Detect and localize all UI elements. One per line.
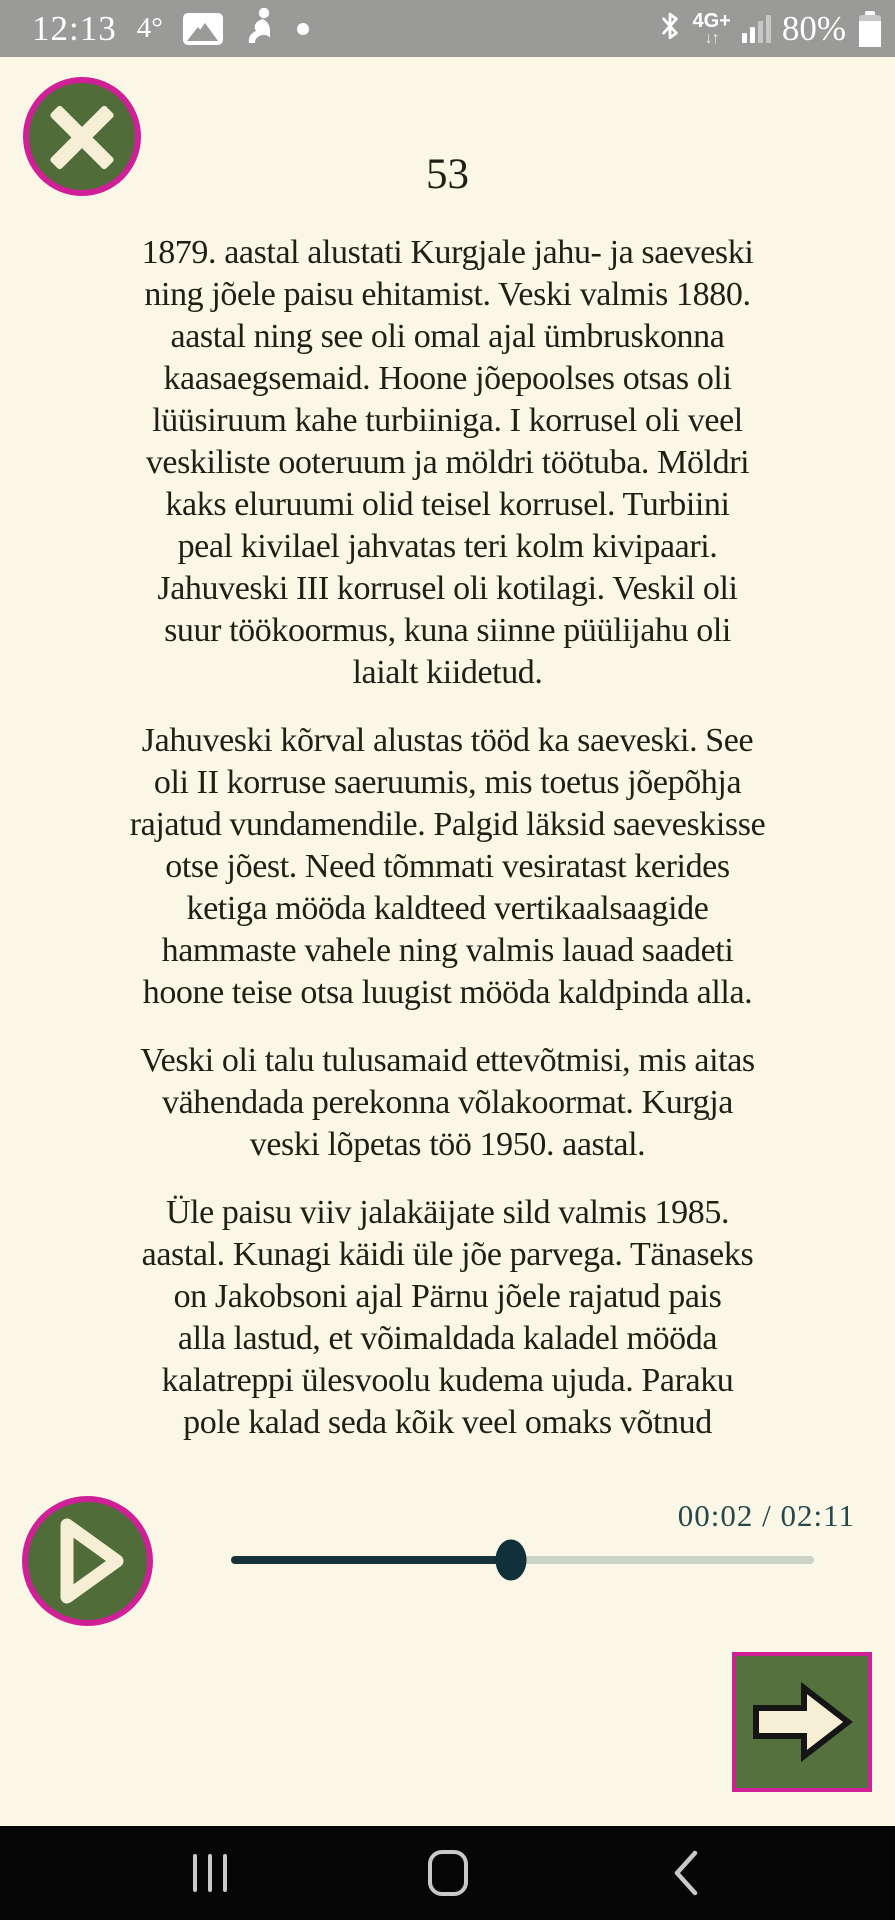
progress-played xyxy=(231,1556,511,1564)
progress-knob[interactable] xyxy=(495,1540,526,1581)
status-left xyxy=(0,7,309,50)
network-indicator xyxy=(692,11,730,47)
time-display: 00:02 / 02:11 xyxy=(677,1498,855,1533)
status-bar xyxy=(0,0,895,57)
network-arrows-icon: ↓↑ xyxy=(704,29,719,47)
next-arrow-icon xyxy=(750,1678,854,1766)
recents-icon xyxy=(193,1854,227,1892)
paragraph: Jahuveski kõrval alustas tööd ka saeveski. See oli II korruse saeruumis, mis toetus jõepõhja rajatud vundamendile. Palgid läksid saeveskisse otse jõest. Need tõmmati vesiratast kerides ketiga mööda kaldteed vertikaalsaagide hammaste vahele ning valmis lauad saadeti hoone teise otsa luugist mööda kaldpinda alla. xyxy=(129,722,766,1011)
next-button[interactable] xyxy=(732,1652,872,1792)
recents-button[interactable] xyxy=(170,1843,250,1903)
progress-bar[interactable] xyxy=(231,1556,814,1564)
signal-strength-icon xyxy=(742,15,771,43)
back-button[interactable] xyxy=(645,1843,725,1903)
play-button[interactable] xyxy=(22,1496,153,1626)
clock: 12:13 xyxy=(32,8,117,48)
paragraph: Üle paisu viiv jalakäijate sild valmis 1985. aastal. Kunagi käidi üle jõe parvega. Tänaseks on Jakobsoni ajal Pärnu jõele rajatud pais alla lastud, et võimaldada kaladel mööda kalatreppi ülesvoolu kudema ujuda. Paraku pole kalad seda kõik veel omaks võtnud xyxy=(141,1194,754,1441)
home-icon xyxy=(428,1850,468,1896)
page-number: 53 xyxy=(426,151,469,198)
temperature: 4° xyxy=(136,12,163,44)
nav-bar xyxy=(0,1826,895,1920)
page-text xyxy=(36,232,859,1441)
back-icon xyxy=(671,1849,699,1897)
play-icon xyxy=(57,1515,129,1607)
battery-icon xyxy=(859,11,881,47)
network-type: 4G+ xyxy=(692,9,731,32)
notification-dot-icon xyxy=(297,23,309,35)
home-button[interactable] xyxy=(408,1843,488,1903)
status-right xyxy=(659,9,895,49)
bluetooth-icon xyxy=(659,10,681,47)
person-icon xyxy=(243,7,277,50)
paragraph: Veski oli talu tulusamaid ettevõtmisi, mis aitas vähendada perekonna võlakoormat. Kurgja veski lõpetas töö 1950. aastal. xyxy=(140,1042,755,1163)
gallery-icon xyxy=(183,13,223,45)
paragraph: 1879. aastal alustati Kurgjale jahu- ja saeveski ning jõele paisu ehitamist. Veski valmis 1880. aastal ning see oli omal ajal ümbruskonna kaasaegsemaid. Hoone jõepoolses otsas oli lüüsiruum kahe turbiiniga. I korrusel oli veel veskiliste ooteruum ja möldri töötuba. Möldri kaks eluruumi olid teisel korrusel. Turbiini peal kivilael jahvatas teri kolm kivipaari. Jahuveski III korrusel oli kotilagi. Veskil oli suur töökoormus, kuna siinne püülijahu oli laialt kiidetud. xyxy=(141,234,754,691)
battery-percentage: 80% xyxy=(781,8,846,48)
